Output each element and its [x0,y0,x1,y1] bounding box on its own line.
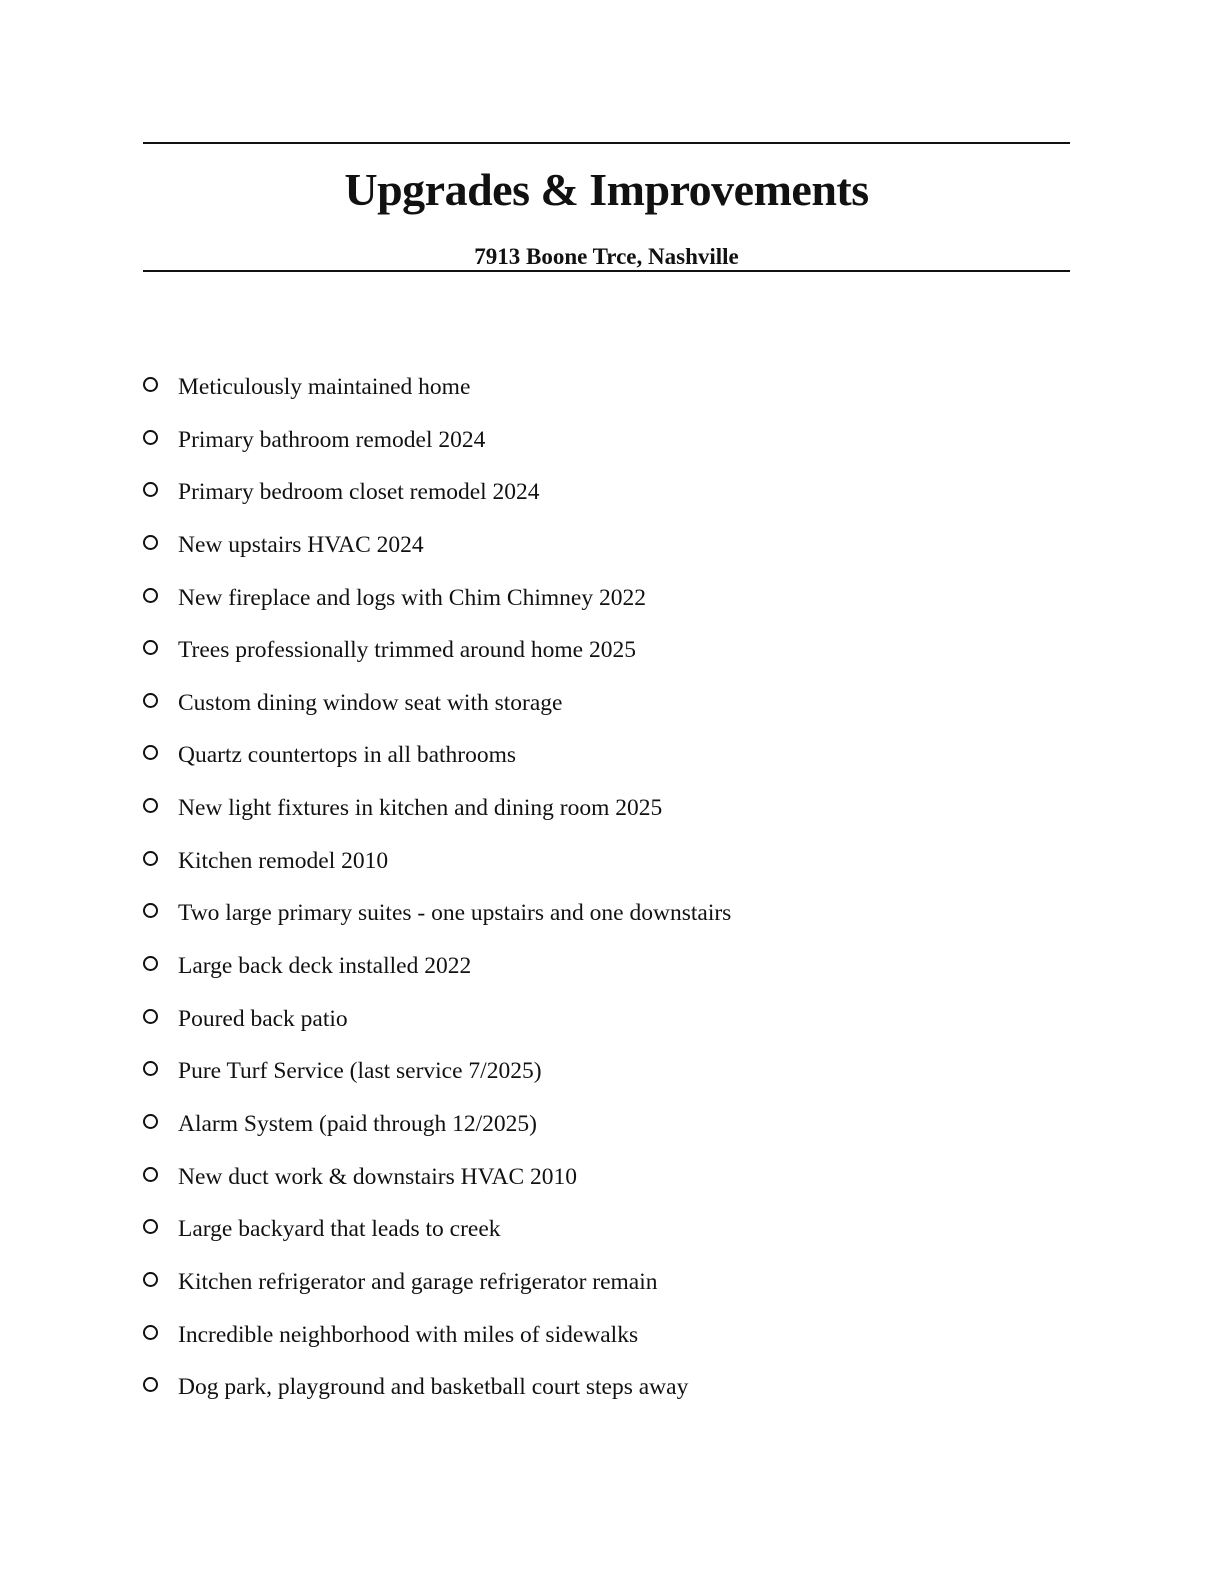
circle-bullet-icon [143,535,158,550]
list-item [143,1361,731,1414]
list-item [143,361,731,414]
circle-bullet-icon [143,640,158,655]
list-item [143,466,731,519]
circle-bullet-icon [143,1377,158,1392]
circle-bullet-icon [143,1114,158,1129]
circle-bullet-icon [143,1167,158,1182]
list-item-text: Large backyard that leads to creek [178,1216,501,1243]
circle-bullet-icon [143,377,158,392]
list-item-text: Kitchen remodel 2010 [178,847,389,874]
list-item-text: New light fixtures in kitchen and dining room 2025 [178,795,663,822]
list-item-text: Poured back patio [178,1005,348,1032]
list-item-text: Custom dining window seat with storage [178,689,563,716]
list-item-text: Alarm System (paid through 12/2025) [178,1110,537,1137]
bottom-divider [143,270,1070,272]
list-item-text: Quartz countertops in all bathrooms [178,742,517,769]
list-item-text: Primary bedroom closet remodel 2024 [178,479,540,506]
circle-bullet-icon [143,1325,158,1340]
list-item-text: New upstairs HVAC 2024 [178,531,424,558]
list-item-text: New fireplace and logs with Chim Chimney 2022 [178,584,646,611]
list-item [143,1098,731,1151]
list-item [143,414,731,467]
circle-bullet-icon [143,1219,158,1234]
list-item [143,1045,731,1098]
list-item [143,1151,731,1204]
circle-bullet-icon [143,693,158,708]
list-item [143,624,731,677]
list-item-text: Kitchen refrigerator and garage refrigerator remain [178,1268,658,1295]
circle-bullet-icon [143,956,158,971]
list-item-text: Pure Turf Service (last service 7/2025) [178,1058,542,1085]
list-item [143,519,731,572]
circle-bullet-icon [143,1061,158,1076]
circle-bullet-icon [143,903,158,918]
list-item [143,1203,731,1256]
list-item [143,993,731,1046]
list-item [143,677,731,730]
top-divider [143,142,1070,144]
list-item-text: Trees professionally trimmed around home 2025 [178,637,636,664]
circle-bullet-icon [143,588,158,603]
circle-bullet-icon [143,430,158,445]
list-item-text: Two large primary suites - one upstairs and one downstairs [178,900,732,927]
circle-bullet-icon [143,851,158,866]
property-address: 7913 Boone Trce, Nashville [474,244,739,269]
list-item [143,1309,731,1362]
list-item [143,572,731,625]
list-item-text: Primary bathroom remodel 2024 [178,426,486,453]
circle-bullet-icon [143,482,158,497]
list-item [143,782,731,835]
list-item-text: Incredible neighborhood with miles of sidewalks [178,1321,639,1348]
improvements-list [143,361,731,1414]
list-item [143,940,731,993]
list-item [143,887,731,940]
page-title: Upgrades & Improvements [344,164,869,215]
circle-bullet-icon [143,1272,158,1287]
circle-bullet-icon [143,745,158,760]
list-item-text: Dog park, playground and basketball court steps away [178,1374,689,1401]
list-item-text: Meticulously maintained home [178,374,471,400]
list-item-text: Large back deck installed 2022 [178,953,472,980]
list-item-text: New duct work & downstairs HVAC 2010 [178,1163,578,1190]
circle-bullet-icon [143,798,158,813]
list-item [143,835,731,888]
circle-bullet-icon [143,1009,158,1024]
list-item [143,729,731,782]
list-item [143,1256,731,1309]
